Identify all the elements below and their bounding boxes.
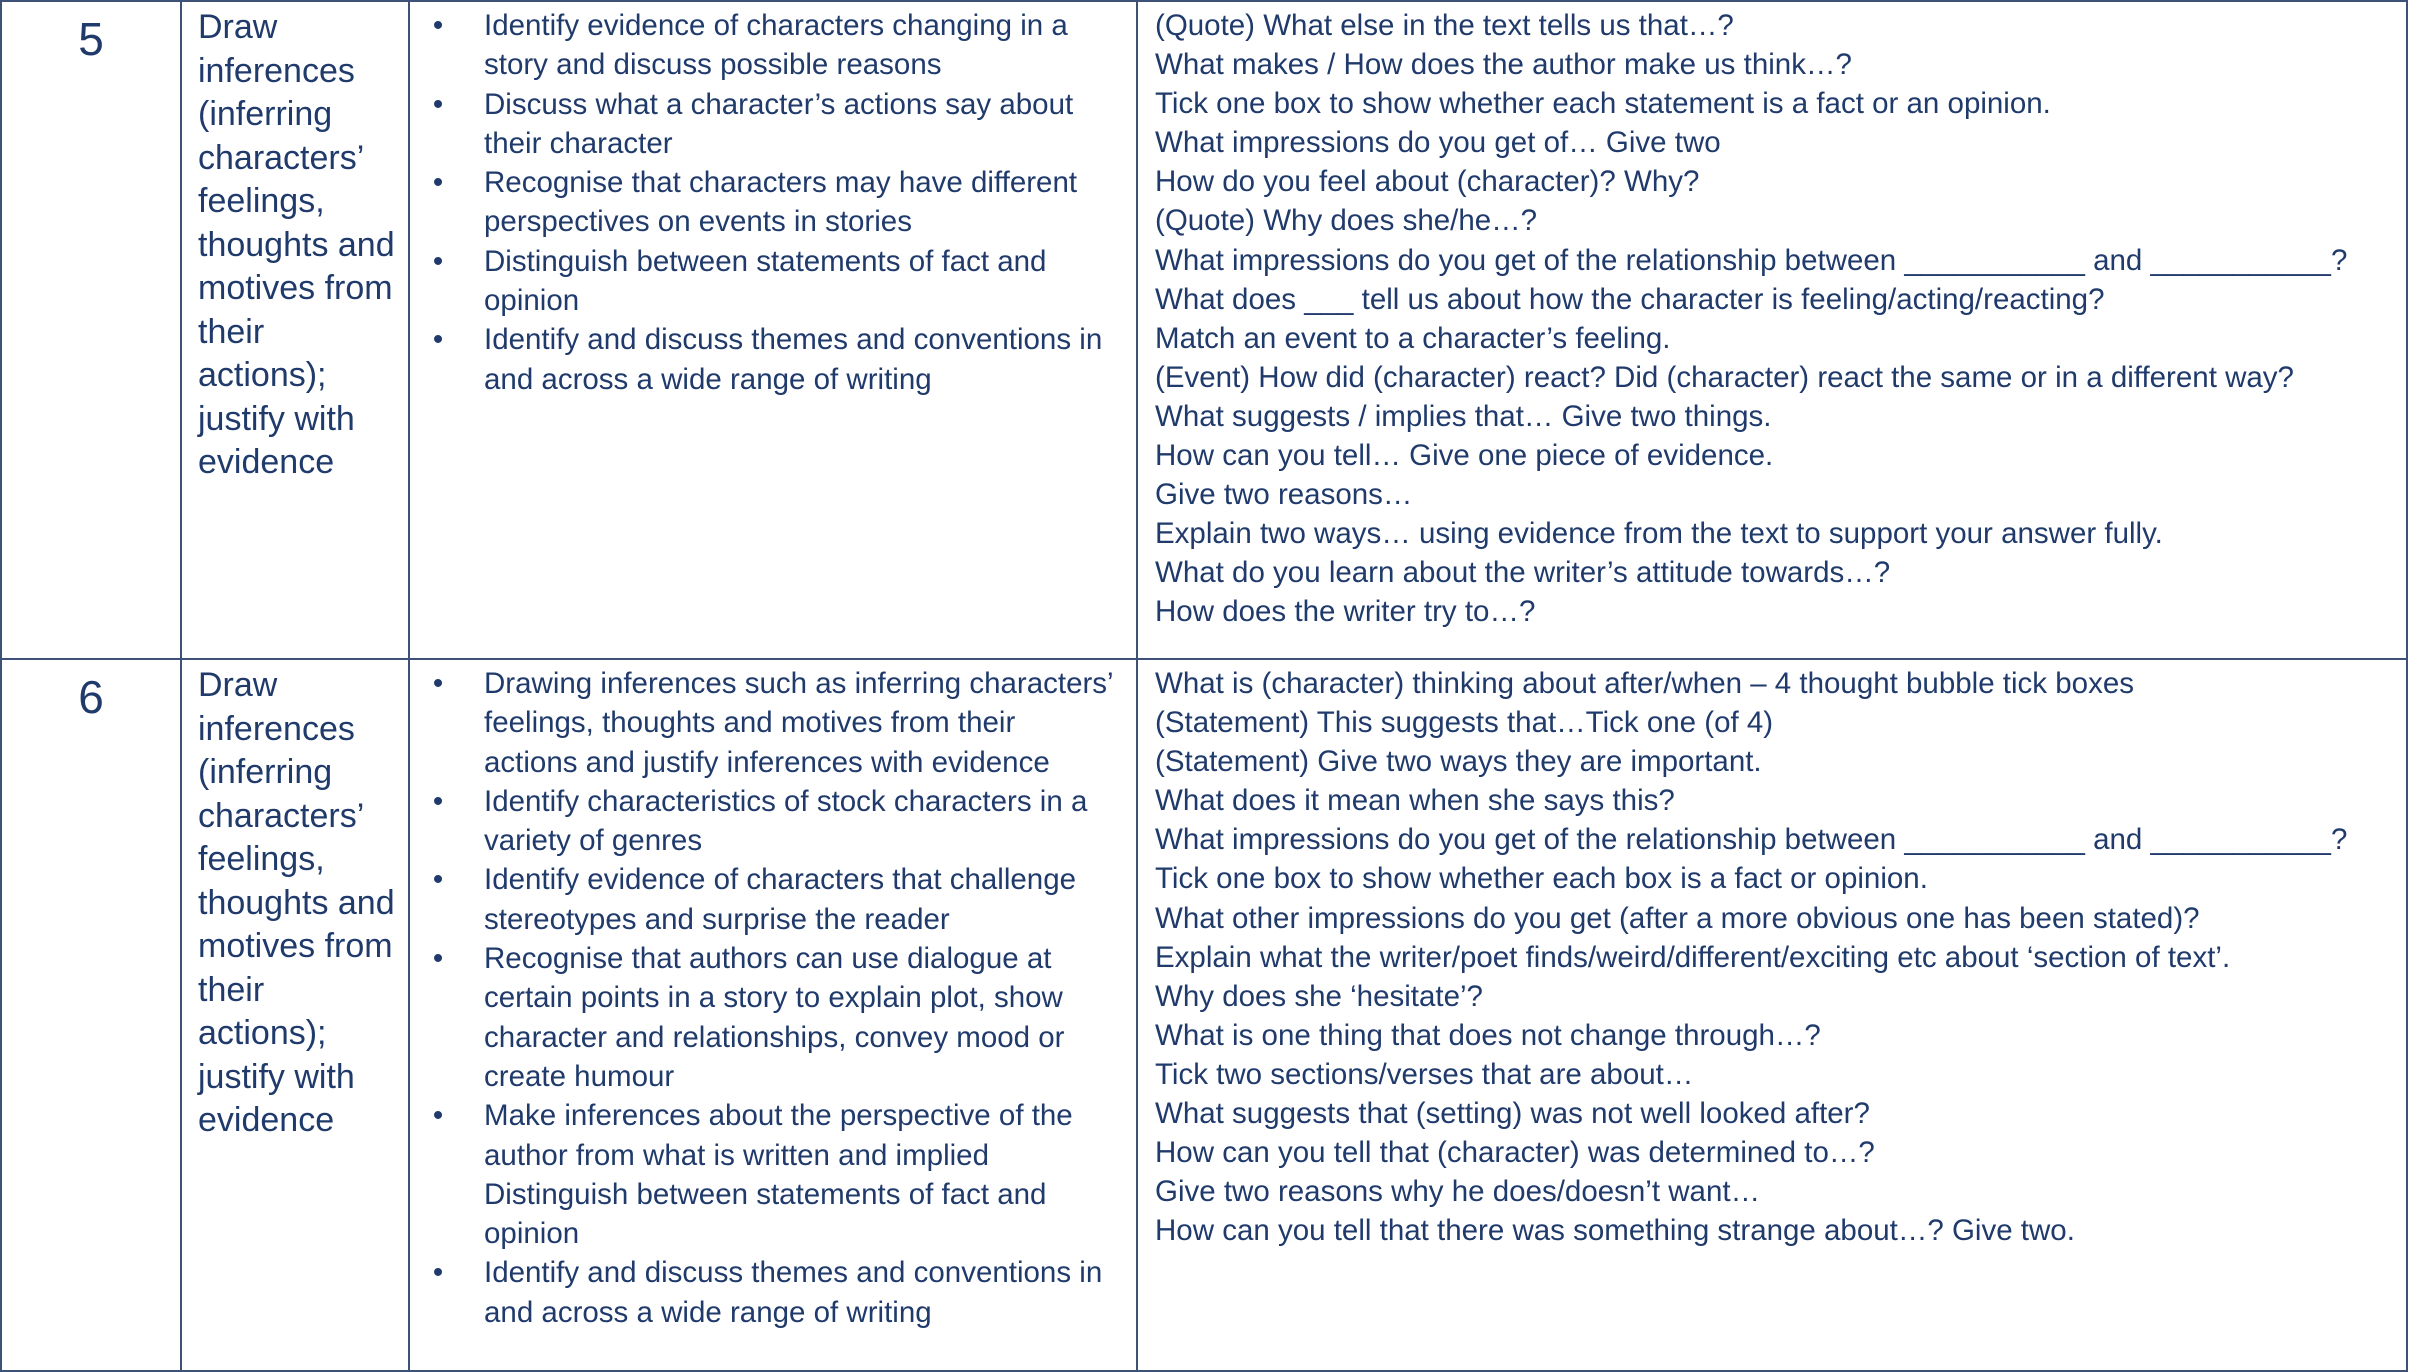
skill-text-line: feelings, thoughts and motives from their (484, 706, 1016, 740)
question-stems-list (1138, 2, 2406, 632)
skill-text-line: stereotypes and surprise the reader (484, 902, 950, 936)
bullet-icon: • (432, 667, 444, 700)
skill-text-line: opinion (484, 1217, 580, 1251)
objective-description-line: actions); (198, 1014, 327, 1052)
skill-text-line: create humour (484, 1059, 675, 1093)
question-stems-cell (1137, 1, 2407, 659)
skills-cell (409, 1, 1137, 659)
skill-text-line: Identify and discuss themes and conventions in (484, 1256, 1103, 1290)
objective-description-line: feelings, (198, 840, 325, 878)
objective-description-line: Draw (198, 8, 278, 46)
year-cell (1, 1, 181, 659)
objective-description-line: thoughts and (198, 225, 395, 264)
question-stem: Give two reasons… (1155, 478, 1413, 512)
skill-item (410, 6, 1116, 85)
objective-description-line: motives from (198, 927, 393, 965)
skill-item (410, 242, 1116, 321)
objective-description-line: evidence (198, 443, 335, 481)
table-body (1, 1, 2407, 1371)
bullet-icon: • (432, 942, 444, 976)
bullet-icon: • (432, 1256, 444, 1290)
skills-list (410, 660, 1136, 1332)
question-stem: What impressions do you get of… Give two (1155, 126, 1721, 160)
skill-item (410, 85, 1116, 164)
objective-description-line: (inferring (198, 95, 333, 133)
skill-text-line: Recognise that authors can use dialogue at (484, 942, 1052, 976)
question-stem: What makes / How does the author make us think…? (1155, 48, 1852, 82)
skill-text-line: perspectives on events in stories (484, 205, 912, 239)
skill-text-line: their character (484, 126, 673, 160)
objective-description-line: justify with (198, 399, 355, 438)
skill-text-line: variety of genres (484, 824, 703, 858)
question-stem: What does ___ tell us about how the character is feeling/acting/reacting? (1155, 282, 2105, 316)
skill-text-line: Discuss what a character’s actions say about (484, 87, 1074, 121)
question-stem: (Statement) This suggests that…Tick one (of 4) (1155, 706, 1774, 740)
skill-item (410, 1175, 1116, 1254)
question-stem: What impressions do you get of the relationship between ___________ and ___________? (1155, 243, 2348, 277)
objective-description-line: characters’ (198, 138, 365, 177)
skill-text-line: and across a wide range of writing (484, 1295, 932, 1329)
objective-description-line: inferences (198, 51, 355, 90)
question-stem: What suggests that (setting) was not well looked after? (1155, 1097, 1870, 1131)
bullet-icon: • (432, 1099, 444, 1133)
question-stem: Explain two ways… using evidence from the text to support your answer fully. (1155, 517, 2163, 551)
table-row (1, 1, 2407, 659)
question-stem: What suggests / implies that… Give two things. (1155, 399, 1772, 433)
year-number: 5 (78, 13, 104, 65)
objective-description-cell (181, 659, 409, 1371)
question-stem: What is (character) thinking about after/when – 4 thought bubble tick boxes (1155, 667, 2134, 700)
question-stem: What other impressions do you get (after a more obvious one has been stated)? (1155, 901, 2200, 935)
skill-item (410, 163, 1116, 242)
objective-description-line: evidence (198, 1101, 335, 1139)
skill-text-line: story and discuss possible reasons (484, 48, 942, 82)
bullet-icon: • (432, 166, 444, 200)
objective-description (182, 660, 408, 1143)
objective-description-line: Draw (198, 666, 278, 704)
skill-text-line: certain points in a story to explain plot, show (484, 981, 1063, 1015)
skill-text-line: character and relationships, convey mood or (484, 1020, 1065, 1054)
question-stems-list (1138, 660, 2406, 1250)
skill-text-line: Identify and discuss themes and conventions in (484, 323, 1103, 357)
question-stem: How can you tell that (character) was determined to…? (1155, 1136, 1875, 1170)
objective-description-line: inferences (198, 709, 355, 748)
skill-text-line: Recognise that characters may have different (484, 166, 1078, 200)
skill-item (410, 1253, 1116, 1332)
bullet-icon: • (432, 323, 444, 357)
question-stem: Tick one box to show whether each box is a fact or opinion. (1155, 862, 1928, 896)
skill-item (410, 782, 1116, 861)
objective-description-line: actions); (198, 356, 327, 394)
skill-text-line: Identify evidence of characters that challenge (484, 863, 1077, 897)
skill-item (410, 320, 1116, 399)
question-stem: What do you learn about the writer’s attitude towards…? (1155, 556, 1891, 590)
skill-text-line: Distinguish between statements of fact and (484, 1177, 1047, 1211)
skill-text-line: Distinguish between statements of fact and (484, 244, 1047, 278)
skill-text-line: and across a wide range of writing (484, 362, 932, 396)
objective-description-line: characters’ (198, 796, 365, 835)
question-stem: How can you tell… Give one piece of evidence. (1155, 439, 1774, 473)
question-stem: What does it mean when she says this? (1155, 784, 1675, 818)
bullet-icon: • (432, 784, 444, 818)
skill-item (410, 664, 1116, 782)
objective-description-line: their (198, 312, 265, 351)
skills-list (410, 2, 1136, 399)
skill-text-line: Identify characteristics of stock characters in a (484, 784, 1088, 818)
question-stem: How does the writer try to…? (1155, 595, 1536, 629)
bullet-icon: • (432, 863, 444, 897)
skill-text-line: Drawing inferences such as inferring characters’ (484, 667, 1114, 700)
skill-item (410, 1096, 1116, 1175)
skill-text-line: author from what is written and implied (484, 1138, 990, 1172)
bullet-icon: • (432, 9, 444, 42)
skill-item (410, 860, 1116, 939)
table-row (1, 659, 2407, 1371)
question-stem: Explain what the writer/poet finds/weird/different/exciting etc about ‘section of text’. (1155, 940, 2231, 974)
bullet-icon: • (432, 244, 444, 278)
objective-description-line: motives from (198, 269, 393, 307)
skill-text-line: Make inferences about the perspective of the (484, 1099, 1073, 1133)
skills-cell (409, 659, 1137, 1371)
year-cell (1, 659, 181, 1371)
objective-description-cell (181, 1, 409, 659)
objective-description-line: (inferring (198, 753, 333, 791)
question-stem: How do you feel about (character)? Why? (1155, 165, 1700, 199)
question-stem: (Quote) What else in the text tells us that…? (1155, 9, 1734, 42)
question-stem: What is one thing that does not change through…? (1155, 1018, 1821, 1052)
question-stem: Give two reasons why he does/doesn’t want… (1155, 1175, 1761, 1209)
objective-description-line: feelings, (198, 182, 325, 220)
question-stems-cell (1137, 659, 2407, 1371)
question-stem: Why does she ‘hesitate’? (1155, 979, 1483, 1013)
question-stem: Tick one box to show whether each statement is a fact or an opinion. (1155, 87, 2051, 121)
objective-description (182, 2, 408, 485)
skill-item (410, 939, 1116, 1096)
objective-description-line: justify with (198, 1057, 355, 1096)
question-stem: How can you tell that there was something strange about…? Give two. (1155, 1214, 2075, 1248)
question-stem: What impressions do you get of the relationship between ___________ and ___________? (1155, 823, 2348, 857)
question-stem: (Statement) Give two ways they are important. (1155, 745, 1762, 779)
skill-text-line: opinion (484, 284, 580, 318)
year-number: 6 (78, 671, 104, 723)
question-stem: Tick two sections/verses that are about… (1155, 1057, 1694, 1091)
objective-description-line: thoughts and (198, 883, 395, 922)
question-stem: Match an event to a character’s feeling. (1155, 321, 1671, 355)
question-stem: (Event) How did (character) react? Did (character) react the same or in a different way? (1155, 360, 2294, 394)
objective-description-line: their (198, 970, 265, 1009)
question-stem: (Quote) Why does she/he…? (1155, 204, 1538, 238)
skill-text-line: Identify evidence of characters changing in a (484, 9, 1068, 42)
bullet-icon: • (432, 87, 444, 121)
skill-text-line: actions and justify inferences with evidence (484, 745, 1050, 779)
